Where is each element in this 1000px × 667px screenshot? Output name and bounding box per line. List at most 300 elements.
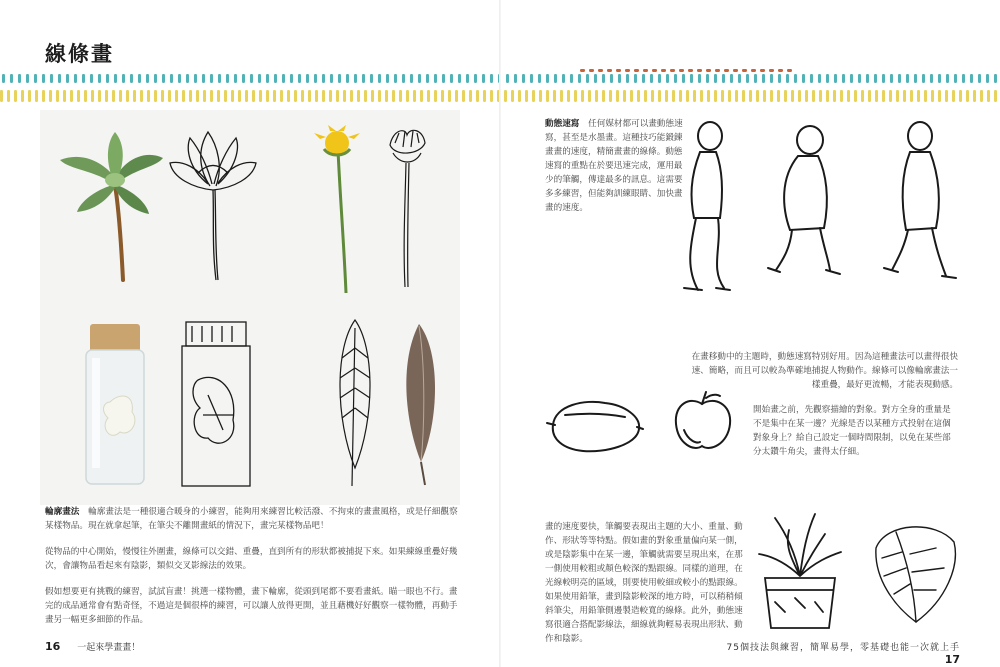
band-dash: [234, 74, 237, 83]
band-dash: [670, 69, 675, 72]
band-dash: [242, 74, 245, 83]
band-dash: [402, 74, 405, 83]
band-dash: [616, 90, 619, 102]
band-dash: [146, 74, 149, 83]
band-dash: [751, 69, 756, 72]
band-dash: [194, 74, 197, 83]
band-dash: [50, 74, 53, 83]
band-dash: [875, 90, 878, 102]
band-dash: [574, 90, 577, 102]
band-dash: [274, 74, 277, 83]
band-dash: [392, 90, 395, 102]
band-dash: [882, 74, 885, 83]
band-dash: [778, 74, 781, 83]
band-dash: [644, 90, 647, 102]
band-dash: [679, 90, 682, 102]
band-dash: [217, 90, 220, 102]
band-dash: [721, 90, 724, 102]
band-dash: [161, 90, 164, 102]
band-dash: [418, 74, 421, 83]
band-dash: [210, 74, 213, 83]
band-dash: [154, 90, 157, 102]
band-dash: [119, 90, 122, 102]
band-dash: [126, 90, 129, 102]
band-dash: [162, 74, 165, 83]
band-dash: [427, 90, 430, 102]
band-dash: [474, 74, 477, 83]
band-dash: [840, 90, 843, 102]
band-dash: [112, 90, 115, 102]
band-dash: [602, 74, 605, 83]
band-dash: [938, 74, 941, 83]
band-dash: [690, 74, 693, 83]
band-dash: [282, 74, 285, 83]
band-dash: [28, 90, 31, 102]
band-dash: [658, 90, 661, 102]
band-dash: [0, 90, 3, 102]
band-dash: [490, 74, 493, 83]
band-dash: [314, 74, 317, 83]
band-dash: [462, 90, 465, 102]
band-dash: [210, 90, 213, 102]
band-dash: [986, 74, 989, 83]
moving-subject-paragraph: 在畫移動中的主題時，動態速寫特別好用。因為這種畫法可以畫得很快速、簡略，而且可以較為準確地捕捉人物動作。線條可以像輪廓畫法一樣重疊，最好更流暢，才能表現動感。: [691, 352, 958, 390]
band-dash: [330, 74, 333, 83]
band-dash: [784, 90, 787, 102]
band-dash: [609, 90, 612, 102]
band-dash: [634, 69, 639, 72]
band-dash: [336, 90, 339, 102]
band-dash: [661, 69, 666, 72]
band-dash: [105, 90, 108, 102]
band-dash: [202, 74, 205, 83]
outline-method-body: 輪廓畫法是一種很適合暖身的小練習，能夠用來練習比較活潑、不拘束的畫畫風格，或是仔細觀察某樣物品。現在就拿起筆，在筆尖不離開畫紙的情況下，畫完某樣物品吧！: [45, 507, 458, 531]
gesture-sketch-heading: 動態速寫: [545, 119, 580, 129]
right-footer: [720, 640, 960, 666]
band-dash: [14, 90, 17, 102]
band-dash: [826, 74, 829, 83]
band-dash: [386, 74, 389, 83]
band-dash: [580, 69, 585, 72]
band-dash: [818, 74, 821, 83]
outline-method-paragraph-2: 從物品的中心開始，慢慢往外圍畫，線條可以交錯、重疊，直到所有的形狀都被捕捉下來。如果練線重疊好幾次，會讓物品看起來有陰影，類似交叉影線法的效果。: [45, 547, 458, 571]
band-dash: [650, 74, 653, 83]
band-dash: [581, 90, 584, 102]
band-dash: [63, 90, 66, 102]
band-dash: [959, 90, 962, 102]
band-dash: [562, 74, 565, 83]
succulent-photo: [55, 130, 165, 290]
band-dash: [697, 69, 702, 72]
specimen-jar-contour-drawing: [178, 320, 256, 490]
band-dash: [714, 74, 717, 83]
band-dash: [882, 90, 885, 102]
band-dash: [434, 90, 437, 102]
outline-method-heading: 輪廓畫法: [45, 507, 80, 517]
specimen-jar-photo: [80, 322, 150, 487]
band-dash: [539, 90, 542, 102]
band-dash: [756, 90, 759, 102]
lemon-sketch: [545, 395, 645, 460]
band-dash: [394, 74, 397, 83]
band-dash: [777, 90, 780, 102]
band-dash: [21, 90, 24, 102]
band-dash: [652, 69, 657, 72]
band-dash: [586, 74, 589, 83]
band-dash: [364, 90, 367, 102]
band-dash: [7, 90, 10, 102]
band-dash: [770, 74, 773, 83]
band-dash: [854, 90, 857, 102]
band-dash: [140, 90, 143, 102]
band-dash: [301, 90, 304, 102]
band-dash: [82, 74, 85, 83]
band-dash: [371, 90, 374, 102]
band-dash: [441, 90, 444, 102]
band-dash: [476, 90, 479, 102]
band-dash: [458, 74, 461, 83]
band-dash: [186, 74, 189, 83]
band-dash: [287, 90, 290, 102]
band-dash: [791, 90, 794, 102]
gesture-sketch-section: [545, 117, 683, 215]
band-dash: [298, 74, 301, 83]
band-dash: [742, 69, 747, 72]
gesture-figures-drawing: [680, 118, 970, 298]
band-dash: [448, 90, 451, 102]
band-dash: [560, 90, 563, 102]
band-dash: [338, 74, 341, 83]
left-page-number: 16: [45, 640, 61, 653]
band-dash: [2, 74, 5, 83]
dandelion-photo: [312, 125, 362, 295]
band-dash: [707, 90, 710, 102]
band-dash: [522, 74, 525, 83]
band-dash: [682, 74, 685, 83]
band-dash: [518, 90, 521, 102]
band-dash: [922, 74, 925, 83]
band-dash: [546, 74, 549, 83]
band-dash: [122, 74, 125, 83]
band-dash: [714, 90, 717, 102]
band-dash: [406, 90, 409, 102]
band-dash: [514, 74, 517, 83]
band-dash: [973, 90, 976, 102]
band-dash: [154, 74, 157, 83]
band-dash: [898, 74, 901, 83]
band-dash: [598, 69, 603, 72]
band-dash: [930, 74, 933, 83]
band-dash: [874, 74, 877, 83]
band-dash: [637, 90, 640, 102]
band-dash: [594, 74, 597, 83]
band-dash: [724, 69, 729, 72]
band-dash: [280, 90, 283, 102]
band-dash: [170, 74, 173, 83]
band-dash: [970, 74, 973, 83]
band-dash: [651, 90, 654, 102]
band-dash: [866, 74, 869, 83]
speed-paragraph: 畫的速度要快，筆觸要表現出主題的大小、重量、動作、形狀等等特點。假如畫的對象重量偏向某一側，或是陰影集中在某一邊，筆觸就需要呈現出來，在那一側使用較粗或顏色較深的點跟線。同樣的道理，在光線較明亮的區域，則要使用較細或較小的點跟線。如果使用鉛筆，畫到陰影較深的地方時，可以稍稍傾斜筆尖，用鉛筆側邊製造較寬的線條。此外，動態速寫很適合搭配影線法，細線就夠輕易表現出形狀、動作和陰影。: [545, 522, 743, 644]
monstera-leaf-sketch: [866, 518, 961, 628]
band-dash: [343, 90, 346, 102]
band-dash: [742, 90, 745, 102]
band-dash: [329, 90, 332, 102]
band-dash: [802, 74, 805, 83]
band-dash: [175, 90, 178, 102]
band-dash: [34, 74, 37, 83]
band-dash: [914, 74, 917, 83]
dandelion-contour-drawing: [385, 125, 430, 290]
band-dash: [147, 90, 150, 102]
band-dash: [850, 74, 853, 83]
band-dash: [546, 90, 549, 102]
band-dash: [762, 74, 765, 83]
band-dash: [98, 90, 101, 102]
band-dash: [630, 90, 633, 102]
band-dash: [91, 90, 94, 102]
band-dash: [945, 90, 948, 102]
band-dash: [259, 90, 262, 102]
band-dash: [618, 74, 621, 83]
band-dash: [357, 90, 360, 102]
band-dash: [231, 90, 234, 102]
band-dash: [554, 74, 557, 83]
band-dash: [18, 74, 21, 83]
band-dash: [469, 90, 472, 102]
band-dash: [553, 90, 556, 102]
band-dash: [42, 90, 45, 102]
band-dash: [674, 74, 677, 83]
band-dash: [730, 74, 733, 83]
band-dash: [861, 90, 864, 102]
band-dash: [413, 90, 416, 102]
potted-plant-sketch: [755, 512, 845, 632]
apple-sketch: [670, 390, 735, 455]
outline-method-paragraph-3: 假如想要更有挑戰的練習，試試盲畫！挑選一樣物體，畫下輪廓，從頭到尾都不要看畫紙。瞄一眼也不行。畫完的成品通常會有點奇怪，不過這是個很棒的練習，可以讓人放得更開，並且藉機好好觀察一樣物體，再動手畫另一幅更多細節的作品。: [45, 587, 458, 625]
band-dash: [385, 90, 388, 102]
band-dash: [763, 90, 766, 102]
band-dash: [10, 74, 13, 83]
band-dash: [350, 90, 353, 102]
band-dash: [482, 74, 485, 83]
band-dash: [760, 69, 765, 72]
band-dash: [49, 90, 52, 102]
band-dash: [224, 90, 227, 102]
band-dash: [589, 69, 594, 72]
band-dash: [754, 74, 757, 83]
band-dash: [56, 90, 59, 102]
band-dash: [826, 90, 829, 102]
band-dash: [625, 69, 630, 72]
band-dash: [354, 74, 357, 83]
band-dash: [308, 90, 311, 102]
band-dash: [306, 74, 309, 83]
band-dash: [530, 74, 533, 83]
band-dash: [738, 74, 741, 83]
band-dash: [399, 90, 402, 102]
band-dash: [258, 74, 261, 83]
band-dash: [962, 74, 965, 83]
band-dash: [490, 90, 493, 102]
band-dash: [746, 74, 749, 83]
band-dash: [686, 90, 689, 102]
band-dash: [924, 90, 927, 102]
band-dash: [769, 69, 774, 72]
band-dash: [506, 74, 509, 83]
band-dash: [987, 90, 990, 102]
band-dash: [250, 74, 253, 83]
band-dash: [252, 90, 255, 102]
band-dash: [114, 74, 117, 83]
band-dash: [245, 90, 248, 102]
band-dash: [896, 90, 899, 102]
band-dash: [189, 90, 192, 102]
band-dash: [602, 90, 605, 102]
outline-method-section: [45, 505, 465, 627]
band-dash: [504, 90, 507, 102]
band-dash: [994, 74, 997, 83]
left-footer: [45, 640, 140, 653]
band-dash: [266, 90, 269, 102]
band-dash: [378, 90, 381, 102]
band-dash: [98, 74, 101, 83]
band-dash: [370, 74, 373, 83]
band-dash: [634, 74, 637, 83]
band-dash: [679, 69, 684, 72]
band-dash: [315, 90, 318, 102]
band-dash: [182, 90, 185, 102]
band-dash: [715, 69, 720, 72]
band-dash: [133, 90, 136, 102]
band-dash: [842, 74, 845, 83]
band-dash: [642, 74, 645, 83]
right-footer-text: 75個技法與練習，簡單易學，零基礎也能一次就上手: [726, 643, 960, 653]
band-dash: [77, 90, 80, 102]
rust-dash-row: [580, 69, 792, 72]
band-dash: [322, 74, 325, 83]
band-dash: [567, 90, 570, 102]
band-dash: [346, 74, 349, 83]
band-dash: [666, 74, 669, 83]
band-dash: [700, 90, 703, 102]
band-dash: [218, 74, 221, 83]
band-dash: [778, 69, 783, 72]
left-footer-text: 一起來學畫畫！: [77, 643, 141, 653]
band-dash: [570, 74, 573, 83]
band-dash: [84, 90, 87, 102]
gesture-sketch-body: 任何媒材都可以畫動態速寫，甚至是水墨畫。這種技巧能鍛鍊畫畫的速度，精簡畫畫的線條。動態速寫的重點在於要迅速完成，運用最少的筆觸，傳達最多的訊息。這需要多多練習，但能夠訓練眼睛、加快畫畫的速度。: [545, 119, 683, 213]
band-dash: [917, 90, 920, 102]
band-dash: [203, 90, 206, 102]
flower-contour-drawing: [168, 128, 258, 283]
band-dash: [378, 74, 381, 83]
band-dash: [455, 90, 458, 102]
band-dash: [106, 74, 109, 83]
band-dash: [362, 74, 365, 83]
band-dash: [847, 90, 850, 102]
band-dash: [238, 90, 241, 102]
band-dash: [290, 74, 293, 83]
band-dash: [273, 90, 276, 102]
band-dash: [511, 90, 514, 102]
band-dash: [889, 90, 892, 102]
band-dash: [196, 90, 199, 102]
band-dash: [728, 90, 731, 102]
band-dash: [722, 74, 725, 83]
band-dash: [706, 74, 709, 83]
band-dash: [70, 90, 73, 102]
band-dash: [688, 69, 693, 72]
band-dash: [322, 90, 325, 102]
band-dash: [787, 69, 792, 72]
band-dash: [819, 90, 822, 102]
band-dash: [426, 74, 429, 83]
band-dash: [66, 74, 69, 83]
band-dash: [672, 90, 675, 102]
band-dash: [931, 90, 934, 102]
band-dash: [966, 90, 969, 102]
band-dash: [952, 90, 955, 102]
band-dash: [735, 90, 738, 102]
band-dash: [980, 90, 983, 102]
band-dash: [858, 74, 861, 83]
book-gutter: [499, 0, 501, 667]
band-dash: [42, 74, 45, 83]
band-dash: [607, 69, 612, 72]
band-dash: [749, 90, 752, 102]
band-dash: [168, 90, 171, 102]
band-dash: [35, 90, 38, 102]
band-dash: [910, 90, 913, 102]
band-dash: [178, 74, 181, 83]
band-dash: [786, 74, 789, 83]
band-dash: [450, 74, 453, 83]
band-dash: [266, 74, 269, 83]
band-dash: [538, 74, 541, 83]
band-dash: [483, 90, 486, 102]
band-dash: [938, 90, 941, 102]
band-dash: [294, 90, 297, 102]
band-dash: [588, 90, 591, 102]
page-title: 線條畫: [45, 42, 114, 66]
band-dash: [643, 69, 648, 72]
band-dash: [226, 74, 229, 83]
band-dash: [946, 74, 949, 83]
band-dash: [733, 69, 738, 72]
band-dash: [903, 90, 906, 102]
band-dash: [616, 69, 621, 72]
band-dash: [525, 90, 528, 102]
band-dash: [420, 90, 423, 102]
feather-contour-drawing: [330, 318, 380, 488]
band-dash: [130, 74, 133, 83]
band-dash: [58, 74, 61, 83]
band-dash: [798, 90, 801, 102]
band-dash: [706, 69, 711, 72]
band-dash: [90, 74, 93, 83]
band-dash: [442, 74, 445, 83]
band-dash: [890, 74, 893, 83]
band-dash: [74, 74, 77, 83]
band-dash: [833, 90, 836, 102]
band-dash: [810, 74, 813, 83]
band-dash: [868, 90, 871, 102]
band-dash: [138, 74, 141, 83]
band-dash: [834, 74, 837, 83]
band-dash: [812, 90, 815, 102]
band-dash: [595, 90, 598, 102]
